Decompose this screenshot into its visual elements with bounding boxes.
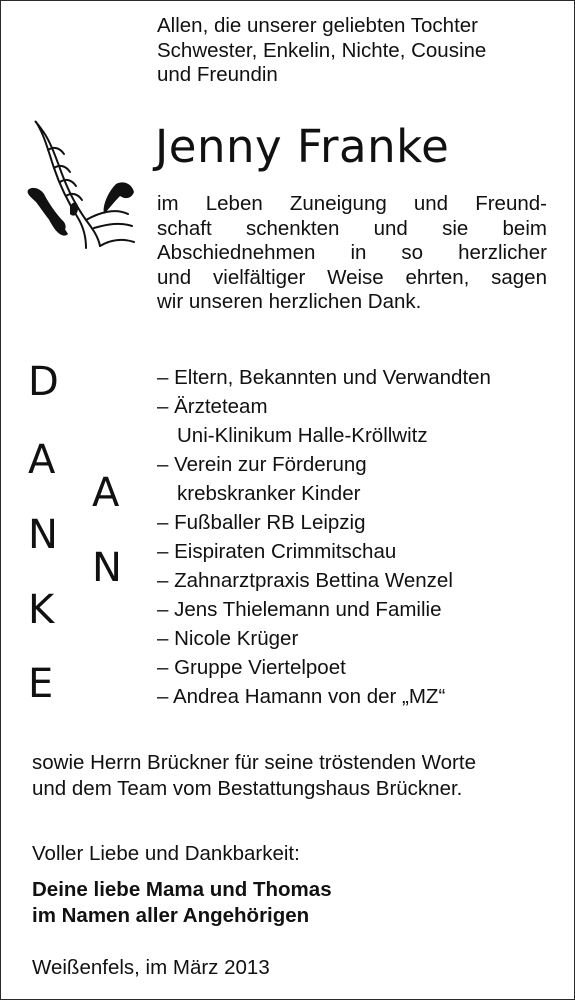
word: Weise xyxy=(327,265,384,289)
list-item: – Ärzteteam xyxy=(157,395,268,418)
word: ehrten, xyxy=(405,265,470,289)
list-item: krebskranker Kinder xyxy=(177,482,361,505)
intro-line: und Freundin xyxy=(157,63,278,86)
outro-text xyxy=(32,750,476,802)
list-item: – Jens Thielemann und Familie xyxy=(157,598,442,621)
danke-letter: E xyxy=(28,661,54,707)
intro-line: Schwester, Enkelin, Nichte, Cousine xyxy=(157,38,487,62)
word: sie xyxy=(442,216,469,240)
body-line xyxy=(157,241,547,266)
signature-line: im Namen aller Angehörigen xyxy=(32,904,310,927)
outro-line: und dem Team vom Bestattungshaus Brückner. xyxy=(32,777,463,800)
place-date: Weißenfels, im März 2013 xyxy=(32,956,270,979)
word: im xyxy=(157,192,179,215)
list-item: – Gruppe Viertelpoet xyxy=(157,656,346,679)
danke-letter: N xyxy=(28,512,58,558)
list-item: – Eltern, Bekannten und Verwandten xyxy=(157,366,491,389)
closing-line: Voller Liebe und Dankbarkeit: xyxy=(32,842,300,865)
thanks-list xyxy=(157,363,491,711)
danke-letter: N xyxy=(92,545,122,591)
list-item: – Eispiraten Crimmitschau xyxy=(157,540,397,563)
body-line xyxy=(157,192,547,217)
word: und xyxy=(373,216,408,240)
list-item: – Zahnarztpraxis Bettina Wenzel xyxy=(157,569,453,592)
danke-letter: K xyxy=(28,587,55,633)
list-item: – Fußballer RB Leipzig xyxy=(157,511,366,534)
list-item: – Verein zur Förderung xyxy=(157,453,367,476)
body-line xyxy=(157,266,547,291)
body-text xyxy=(157,192,547,315)
word: so xyxy=(401,241,424,264)
intro-text xyxy=(157,14,486,88)
word: vielfältiger xyxy=(213,265,306,289)
danke-letter: A xyxy=(92,470,120,516)
word: Freund- xyxy=(475,192,547,215)
deceased-name: Jenny Franke xyxy=(155,120,450,173)
body-line xyxy=(157,217,547,242)
word: Leben xyxy=(205,192,263,215)
word: herzlicher xyxy=(458,241,547,264)
word: Abschiednehmen xyxy=(157,241,316,264)
danke-letter: A xyxy=(28,437,56,483)
intro-line: Allen, die unserer geliebten Tochter xyxy=(157,14,478,37)
body-line: wir unseren herzlichen Dank. xyxy=(157,290,422,313)
word: sagen xyxy=(491,265,547,289)
signature-line: Deine liebe Mama und Thomas xyxy=(32,878,332,901)
word: schaft xyxy=(157,216,212,240)
list-item: – Andrea Hamann von der „MZ“ xyxy=(157,685,446,708)
word: beim xyxy=(502,216,547,240)
signature xyxy=(32,877,332,929)
word: und xyxy=(413,192,449,215)
word: in xyxy=(350,241,367,264)
word: schenkten xyxy=(245,216,340,240)
praying-hands-with-dove-icon xyxy=(20,110,138,252)
word: Zuneigung xyxy=(289,192,387,215)
outro-line: sowie Herrn Brückner für seine tröstenden Worte xyxy=(32,751,476,774)
list-item: Uni-Klinikum Halle-Kröllwitz xyxy=(177,424,428,447)
word: und xyxy=(157,265,192,289)
list-item: – Nicole Krüger xyxy=(157,627,299,650)
danke-letter: D xyxy=(28,359,59,405)
